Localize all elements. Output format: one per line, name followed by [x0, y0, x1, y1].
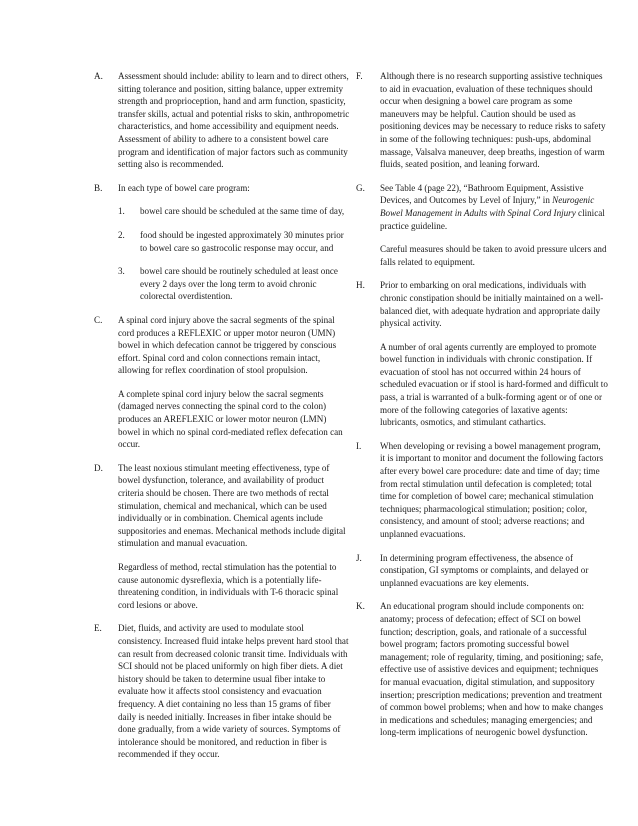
item-a-body — [118, 70, 350, 171]
item-g-text-before: See Table 4 (page 22), “Bathroom Equipment, Assistive Devices, and Outcomes by Level of Injury,” in — [380, 182, 584, 206]
item-d-paragraph-2: Regardless of method, rectal stimulation has the potential to cause autonomic dysreflexia, which is a potentially life-threatening condition, in individuals with T-6 thoracic spinal cord lesions or above. — [118, 562, 339, 610]
item-c-paragraph-1: A spinal cord injury above the sacral segments of the spinal cord produces a REFLEXIC or upper motor neuron (UMN) bowel in which defecation cannot be triggered by conscious effort. Spinal cord and colon connections remain intact, allowing for reflex coordination of stool propulsion. — [118, 314, 337, 376]
item-j-body — [380, 552, 608, 590]
item-g — [356, 182, 608, 269]
item-k-text: An educational program should include components on: anatomy; process of defecation; effect of SCI on bowel function; description, goals, and rationale of a successful bowel program; factors promoting successful bowel management; role of regularity, timing, and positioning; safe, effective use of assistive devices and equipment; techniques for manual evacuation, digital stimulation, and suppository insertion; prescription medications; prevention and treatment of common bowel problems; when and how to make changes in medications and schedules; managing emergencies; and long-term implications of neurogenic bowel dysfunction. — [380, 601, 604, 738]
item-d-paragraph-1: The least noxious stimulant meeting effectiveness, type of bowel dysfunction, tolerance, and availability of product criteria should be chosen. There are two methods of rectal stimulation, chemical and mechanical, which can be used individually or in combination. Chemical agents include suppositories and enemas. Mechanical methods include digital stimulation and manual evacuation. — [118, 462, 346, 549]
item-e-text: Diet, fluids, and activity are used to modulate stool consistency. Increased fluid intake helps prevent hard stool that can result from decreased colonic transit time. Individuals with SCI should not be placed uniformly on high fiber diets. A diet history should be taken to determine usual fiber intake to evaluate how it affects stool consistency and evacuation frequency. A diet containing no less than 15 grams of fiber daily is needed initially. Increases in fiber intake should be done gradually, from a wide variety of sources. Symptoms of intolerance should be monitored, and reduction in fiber is recommended if they occur. — [118, 623, 349, 760]
item-j-text: In determining program effectiveness, the absence of constipation, GI symptoms or complaints, and delayed or unplanned evacuations are key elements. — [380, 552, 589, 588]
item-f — [356, 70, 608, 171]
item-b-sub-3 — [118, 265, 350, 303]
item-d — [94, 462, 350, 612]
item-c-body — [118, 314, 350, 451]
item-h-paragraph-1: Prior to embarking on oral medications, individuals with chronic constipation should be initially maintained on a well-balanced diet, with adequate hydration and appropriate daily physical activity. — [380, 280, 604, 329]
item-g-paragraph-2: Careful measures should be taken to avoid pressure ulcers and falls related to equipment. — [380, 244, 607, 267]
item-b-sub-1-num: 1. — [118, 206, 125, 217]
item-j-letter: J. — [356, 552, 362, 563]
item-d-body — [118, 462, 350, 612]
item-c-paragraph-2: A complete spinal cord injury below the sacral segments (damaged nerves connecting the spinal cord to the colon) produces an AREFLEXIC or lower motor neuron (LMN) bowel in which no spinal cord-mediated reflex defecation can occur. — [118, 388, 343, 450]
item-k-body — [380, 600, 608, 739]
item-g-letter: G. — [356, 182, 365, 193]
item-b-text: In each type of bowel care program: — [118, 182, 250, 193]
right-column — [356, 70, 608, 750]
item-h-letter: H. — [356, 280, 365, 291]
item-h-paragraph-2: A number of oral agents currently are employed to promote bowel function in individuals with chronic constipation. If evacuation of stool has not occurred within 24 hours of scheduled evacuation or if stool is hard-formed and difficult to pass, a trial is warranted of a bulk-forming agent or of one or more of the following categories of laxative agents: lubricants, osmotics, and stimulant cathartics. — [380, 341, 608, 428]
item-b-sub-2 — [118, 229, 350, 254]
item-h-body — [380, 279, 608, 429]
item-k — [356, 600, 608, 739]
item-b-sub-1 — [118, 205, 350, 218]
item-a-text: Assessment should include: ability to learn and to direct others, sitting tolerance and position, sitting balance, upper extremity strength and proprioception, hand and arm function, spasticity, transfer skills, actual and potential risks to skin, anthropometric characteristics, and home accessibility and equipment needs. Assessment of ability to adhere to a consistent bowel care program and identification of major factors such as community setting also is recommended. — [118, 71, 350, 170]
item-d-letter: D. — [94, 462, 103, 473]
item-j — [356, 552, 608, 590]
item-b-sub-2-num: 2. — [118, 229, 125, 240]
item-g-body — [380, 182, 608, 269]
guideline-title: Neurogenic Bowel Management in Adults with Spinal Cord Injury — [380, 195, 595, 218]
item-e — [94, 622, 350, 761]
item-b-body — [118, 182, 350, 303]
item-f-letter: F. — [356, 71, 363, 81]
item-h — [356, 279, 608, 429]
item-b-letter: B. — [94, 182, 103, 193]
item-a — [94, 70, 350, 171]
item-e-body — [118, 622, 350, 761]
item-f-body — [380, 70, 608, 171]
item-b-sub-2-text: food should be ingested approximately 30 minutes prior to bowel care so gastrocolic response may occur, and — [140, 229, 344, 253]
item-i — [356, 440, 608, 541]
item-b-sub-1-text: bowel care should be scheduled at the same time of day, — [140, 206, 345, 217]
item-b-sub-3-num: 3. — [118, 266, 125, 277]
item-b — [94, 182, 350, 303]
item-g-paragraph-1 — [380, 182, 608, 232]
item-f-text: Although there is no research supporting assistive techniques to aid in evacuation, evaluation of these techniques should occur when designing a bowel care program as some maneuvers may be helpful. Caution should be used as positioning devices may be necessary to reduce risks to safety in some of the following techniques: push-ups, abdominal massage, Valsalva maneuver, deep breaths, ingestion of warm fluids, seated position, and leaning forward. — [380, 71, 606, 170]
item-c-letter: C. — [94, 314, 103, 325]
item-k-letter: K. — [356, 601, 365, 612]
item-b-sub-3-text: bowel care should be routinely scheduled at least once every 2 days over the long term to avoid chronic colorectal overdistention. — [140, 266, 338, 302]
item-i-letter: I. — [356, 440, 362, 451]
item-i-text: When developing or revising a bowel management program, it is important to monitor and document the following factors after every bowel care procedure: date and time of day; time from rectal stimulation until defecation is completed; total time for completion of bowel care; mechanical stimulation techniques; pharmacological stimulation; position; color, consistency, and amount of stool; adverse reactions; and unplanned evacuations. — [380, 440, 604, 539]
item-g-text-after: clinical practice guideline. — [380, 207, 605, 231]
item-i-body — [380, 440, 608, 541]
item-c — [94, 314, 350, 451]
item-e-letter: E. — [94, 623, 102, 634]
item-a-letter: A. — [94, 71, 103, 81]
left-column — [94, 70, 350, 772]
